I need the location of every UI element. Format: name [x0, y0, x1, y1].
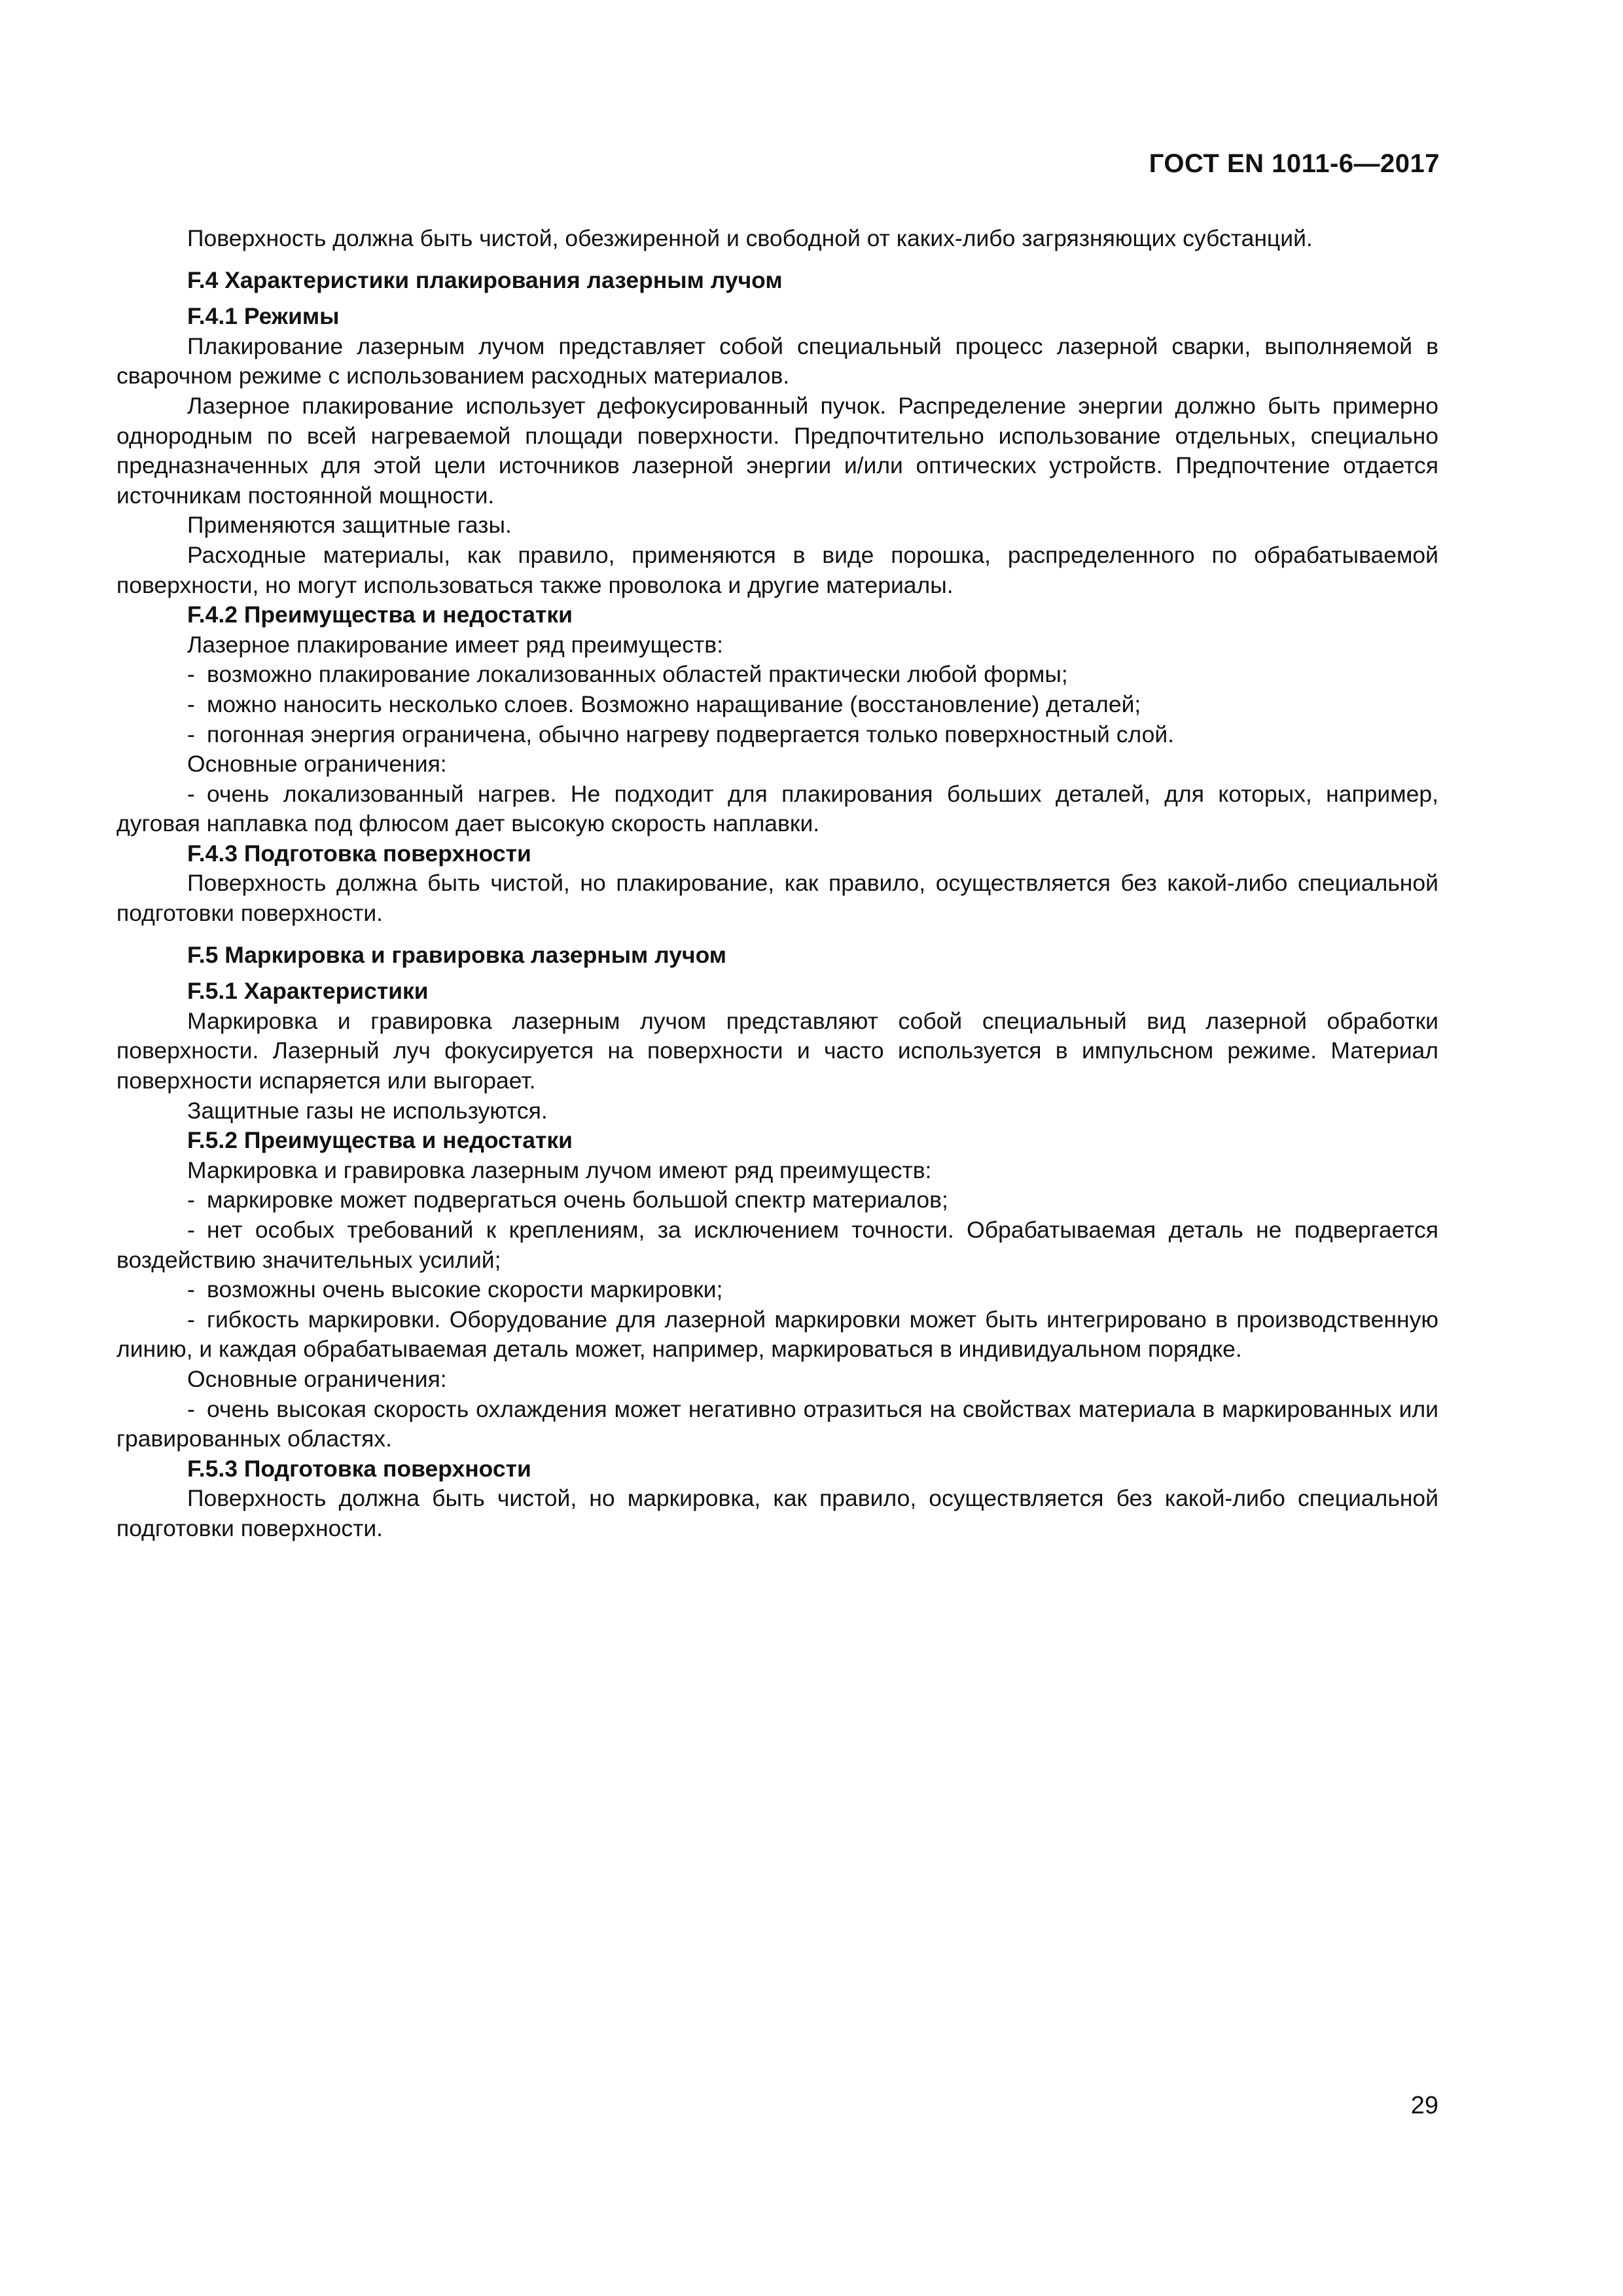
- page-number: 29: [1410, 2092, 1438, 2119]
- list-item: - возможно плакирование локализованных областей практически любой формы;: [187, 661, 1068, 688]
- list-item: - возможны очень высокие скорости маркировки;: [187, 1276, 723, 1303]
- list-item-text: погонная энергия ограничена, обычно нагреву подвергается только поверхностный слой.: [207, 721, 1175, 747]
- paragraph-f5-1-1: Маркировка и гравировка лазерным лучом представляют собой специальный вид лазерной обработки поверхности. Лазерный луч фокусируется на поверхности и часто используется в импульсном режиме. Материал поверхности испаряется или выгорает.: [116, 1007, 1438, 1094]
- intro-paragraph: Поверхность должна быть чистой, обезжиренной и свободной от каких-либо загрязняющих субстанций.: [187, 225, 1313, 251]
- subsection-heading-f4-2: F.4.2 Преимущества и недостатки: [187, 601, 573, 628]
- list-item: - очень высокая скорость охлаждения может негативно отразиться на свойствах материала в маркированных или гравированных областях.: [116, 1395, 1438, 1452]
- paragraph-f4-1-3: Применяются защитные газы.: [187, 512, 512, 539]
- subsection-heading-f4-1: F.4.1 Режимы: [187, 303, 340, 330]
- list-item-text: маркировке может подвергаться очень большой спектр материалов;: [207, 1187, 948, 1213]
- list-item: - очень локализованный нагрев. Не подходит для плакирования больших деталей, для которых, например, дуговая наплавка под флюсом дает высокую скорость наплавки.: [116, 780, 1438, 837]
- subsection-heading-f5-1: F.5.1 Характеристики: [187, 978, 429, 1005]
- page-body: [116, 224, 1438, 1544]
- paragraph-f5-2-limits: Основные ограничения:: [187, 1365, 447, 1392]
- paragraph-f5-3-1: Поверхность должна быть чистой, но маркировка, как правило, осуществляется без какой-либо специальной подготовки поверхности.: [116, 1485, 1438, 1541]
- paragraph-f4-1-1: Плакирование лазерным лучом представляет собой специальный процесс лазерной сварки, выполняемой в сварочном режиме с использованием расходных материалов.: [116, 332, 1438, 389]
- paragraph-f4-3-1: Поверхность должна быть чистой, но плакирование, как правило, осуществляется без какой-либо специальной подготовки поверхности.: [116, 870, 1438, 927]
- subsection-heading-f4-3: F.4.3 Подготовка поверхности: [187, 840, 531, 867]
- list-item-text: гибкость маркировки. Оборудование для лазерной маркировки может быть интегрировано в производственную линию, и каждая обрабатываемая деталь может, например, маркироваться в индивидуальном порядке.: [116, 1306, 1438, 1363]
- paragraph-f4-2-intro: Лазерное плакирование имеет ряд преимуществ:: [187, 631, 723, 658]
- paragraph-f4-2-limits: Основные ограничения:: [187, 751, 447, 778]
- paragraph-f4-1-2: Лазерное плакирование использует дефокусированный пучок. Распределение энергии должно быть примерно однородным по всей нагреваемой площади поверхности. Предпочтительно использование отдельных, специально предназначенных для этой цели источников лазерной энергии и/или оптических устройств. Предпочтение отдается источникам постоянной мощности.: [116, 392, 1438, 509]
- paragraph-f4-1-4: Расходные материалы, как правило, применяются в виде порошка, распределенного по обрабатываемой поверхности, но могут использоваться также проволока и другие материалы.: [116, 541, 1438, 598]
- list-item: - гибкость маркировки. Оборудование для лазерной маркировки может быть интегрировано в производственную линию, и каждая обрабатываемая деталь может, например, маркироваться в индивидуальном порядке.: [116, 1306, 1438, 1363]
- list-item: - нет особых требований к креплениям, за исключением точности. Обрабатываемая деталь не подвергается воздействию значительных усилий;: [116, 1217, 1438, 1273]
- list-item-text: очень локализованный нагрев. Не подходит для плакирования больших деталей, для которых, например, дуговая наплавка под флюсом дает высокую скорость наплавки.: [116, 780, 1438, 837]
- paragraph-f5-1-2: Защитные газы не используются.: [187, 1097, 548, 1124]
- section-heading-f5: F.5 Маркировка и гравировка лазерным лучом: [187, 941, 727, 968]
- list-item: - маркировке может подвергаться очень большой спектр материалов;: [187, 1187, 948, 1213]
- list-item-text: возможны очень высокие скорости маркировки;: [207, 1276, 723, 1303]
- subsection-heading-f5-2: F.5.2 Преимущества и недостатки: [187, 1127, 573, 1154]
- list-item-text: возможно плакирование локализованных областей практически любой формы;: [207, 661, 1068, 688]
- list-item-text: нет особых требований к креплениям, за исключением точности. Обрабатываемая деталь не подвергается воздействию значительных усилий;: [116, 1217, 1438, 1273]
- list-item: - можно наносить несколько слоев. Возможно наращивание (восстановление) деталей;: [187, 691, 1141, 717]
- list-item-text: очень высокая скорость охлаждения может негативно отразиться на свойствах материала в маркированных или гравированных областях.: [116, 1395, 1438, 1452]
- subsection-heading-f5-3: F.5.3 Подготовка поверхности: [187, 1455, 531, 1482]
- list-item-text: можно наносить несколько слоев. Возможно наращивание (восстановление) деталей;: [207, 691, 1141, 717]
- paragraph-f5-2-intro: Маркировка и гравировка лазерным лучом имеют ряд преимуществ:: [187, 1157, 932, 1183]
- document-id-header: ГОСТ EN 1011-6—2017: [1149, 149, 1440, 178]
- section-heading-f4: F.4 Характеристики плакирования лазерным лучом: [187, 266, 783, 293]
- list-item: - погонная энергия ограничена, обычно нагреву подвергается только поверхностный слой.: [187, 721, 1175, 747]
